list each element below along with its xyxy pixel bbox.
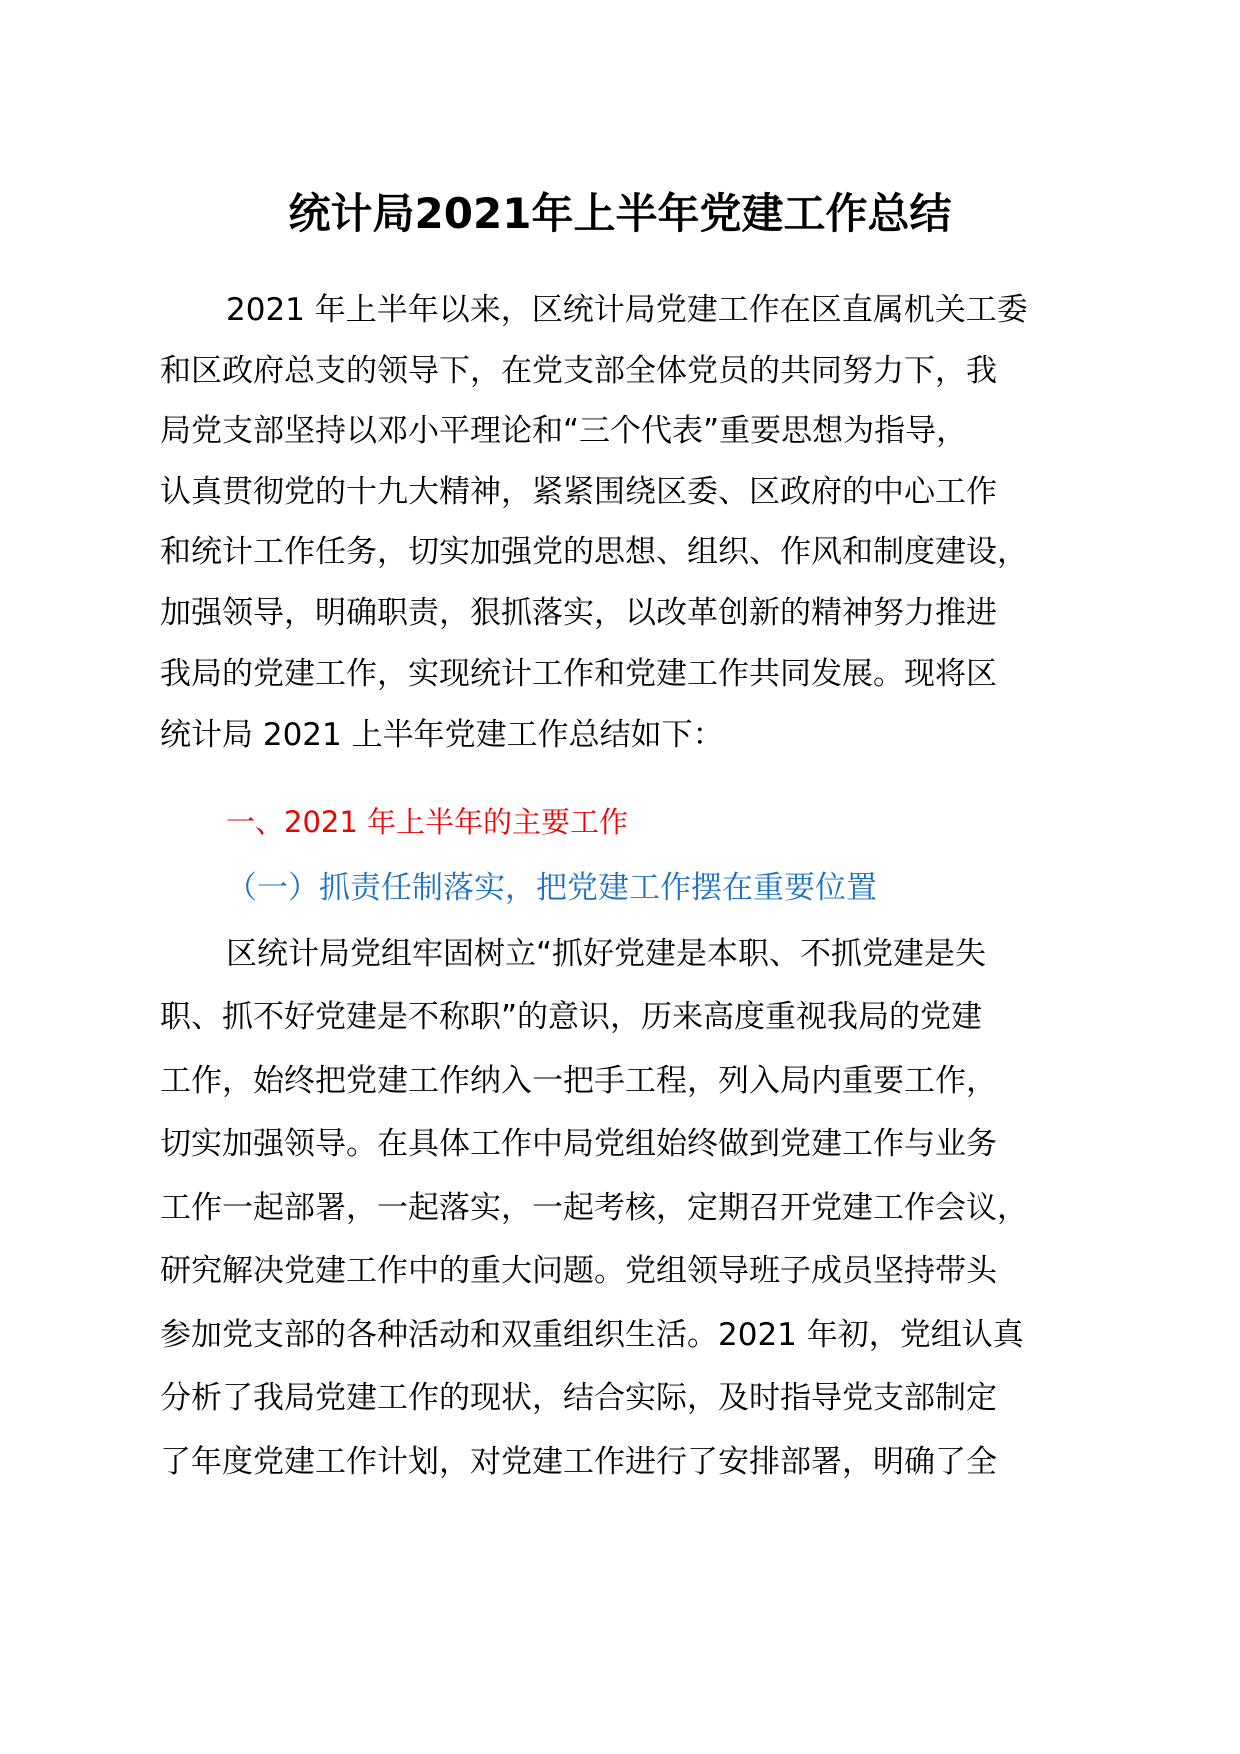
intro-line: 认真贯彻党的十九大精神，紧紧围绕区委、区政府的中心工作 [160,474,997,510]
intro-line: 加强领导，明确职责，狠抓落实，以改革创新的精神努力推进 [160,595,997,631]
intro-line: 我局的党建工作，实现统计工作和党建工作共同发展。现将区 [160,656,997,692]
intro-line: 和区政府总支的领导下，在党支部全体党员的共同努力下，我 [160,353,997,389]
body-line: 参加党支部的各种活动和双重组织生活。2021 年初，党组认真 [160,1317,1024,1353]
intro-line: 2021 年上半年以来，区统计局党建工作在区直属机关工委 [226,292,1028,328]
intro-line: 统计局 2021 上半年党建工作总结如下： [160,717,724,753]
body-line: 区统计局党组牢固树立“抓好党建是本职、不抓党建是失 [226,936,987,972]
body-line: 职、抓不好党建是不称职”的意识，历来高度重视我局的党建 [160,999,983,1035]
body-line: 工作，始终把党建工作纳入一把手工程，列入局内重要工作， [160,1063,997,1099]
document-title: 统计局2021年上半年党建工作总结 [288,189,952,238]
body-line: 切实加强领导。在具体工作中局党组始终做到党建工作与业务 [160,1126,997,1162]
body-line: 分析了我局党建工作的现状，结合实际，及时指导党支部制定 [160,1380,997,1416]
body-line: 研究解决党建工作中的重大问题。党组领导班子成员坚持带头 [160,1253,997,1289]
intro-line: 和统计工作任务，切实加强党的思想、组织、作风和制度建设， [160,534,1028,570]
intro-line: 局党支部坚持以邓小平理论和“三个代表”重要思想为指导， [160,413,968,449]
body-line: 了年度党建工作计划，对党建工作进行了安排部署，明确了全 [160,1444,997,1480]
section-heading-1: 一、2021 年上半年的主要工作 [226,805,629,839]
body-line: 工作一起部署，一起落实，一起考核，定期召开党建工作会议， [160,1190,1028,1226]
section-heading-2: （一）抓责任制落实，把党建工作摆在重要位置 [226,870,877,906]
